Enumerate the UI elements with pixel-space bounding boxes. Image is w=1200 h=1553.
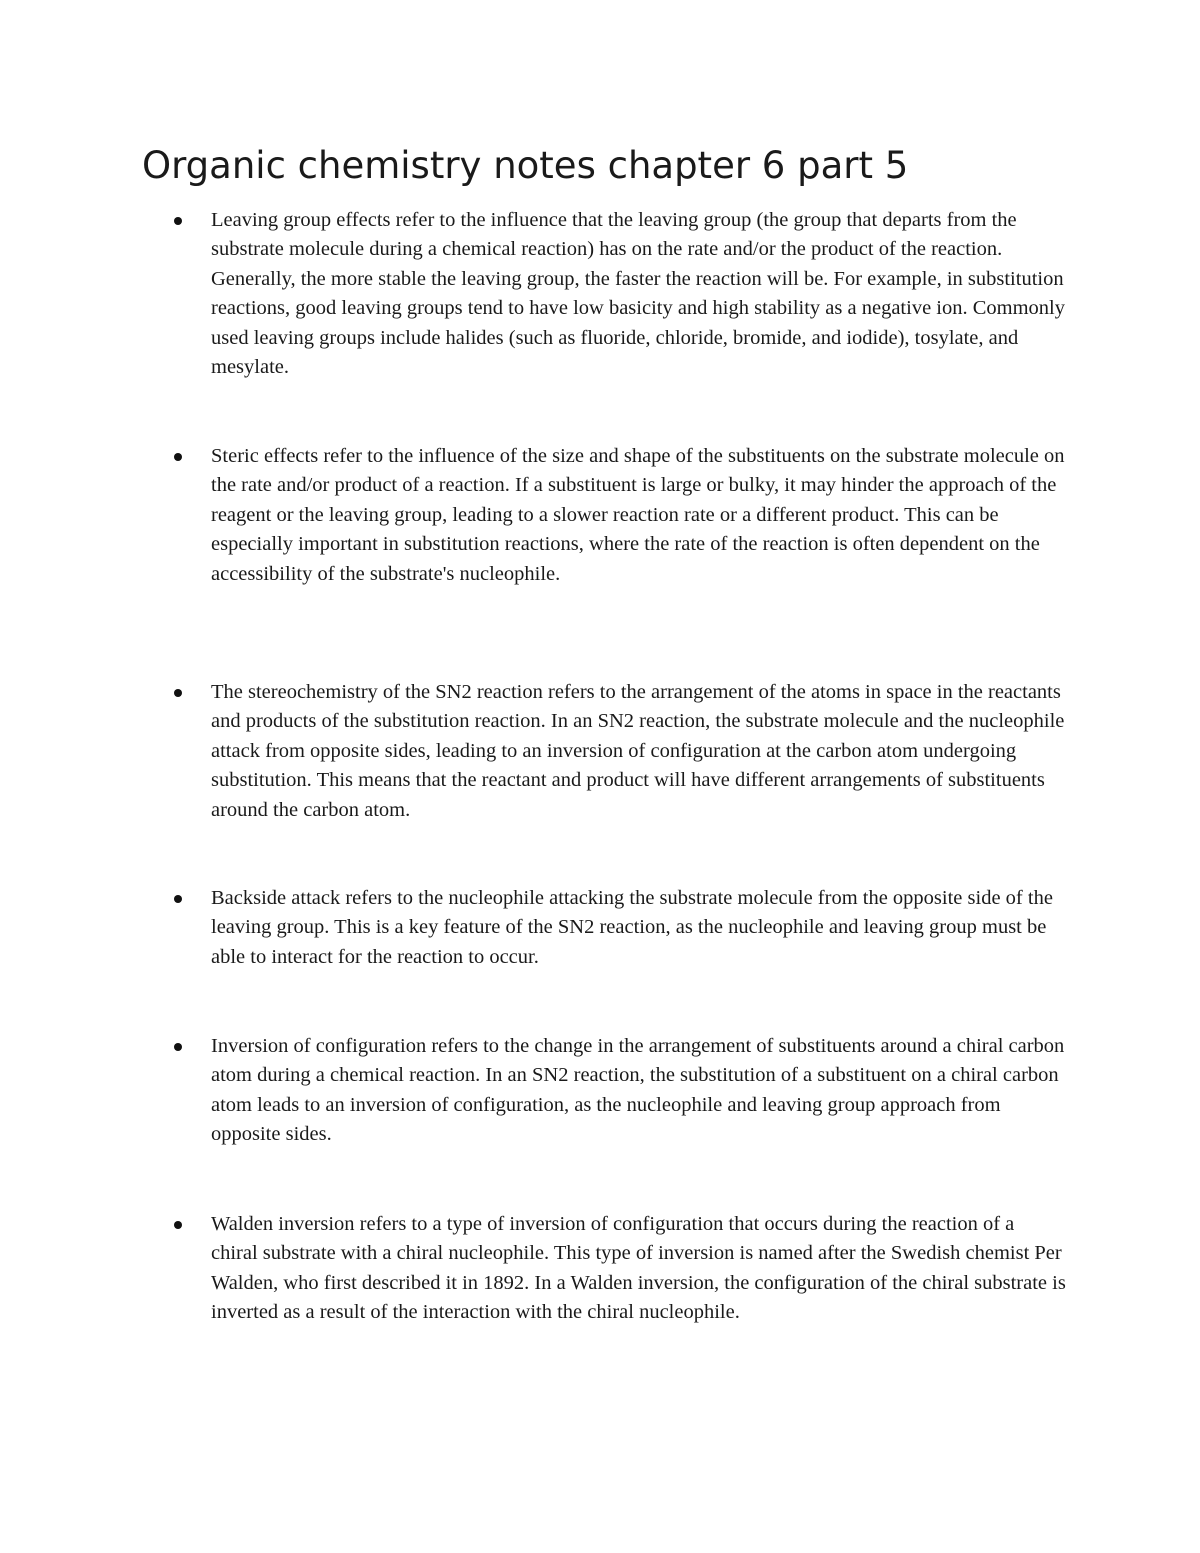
list-item [211,1032,1066,1150]
list-item-text: Leaving group effects refer to the influence that the leaving group (the group that departs from the substrate molecule during a chemical reaction) has on the rate and/or the product of the reaction. Generally, the more stable the leaving group, the faster the reaction will be. For example, in substitution reactions, good leaving groups tend to have low basicity and high stability as a negative ion. Commonly used leaving groups include halides (such as fluoride, chloride, bromide, and iodide), tosylate, and mesylate. [211,209,1066,379]
list-item-text: Backside attack refers to the nucleophile attacking the substrate molecule from the opposite side of the leaving group. This is a key feature of the SN2 reaction, as the nucleophile and leaving group must be able to interact for the reaction to occur. [211,887,1053,968]
list-item [211,206,1066,382]
bullet-icon [174,217,182,225]
bullet-icon [174,895,182,903]
list-item-text: The stereochemistry of the SN2 reaction refers to the arrangement of the atoms in space in the reactants and products of the substitution reaction. In an SN2 reaction, the substrate molecule and the nucleophile attack from opposite sides, leading to an inversion of configuration at the carbon atom undergoing substitution. This means that the reactant and product will have different arrangements of substituents around the carbon atom. [211,681,1065,821]
list-item [211,884,1066,972]
list-item [211,1210,1066,1328]
bullet-icon [174,1043,182,1051]
list-item [211,442,1066,589]
list-item-text: Steric effects refer to the influence of the size and shape of the substituents on the substrate molecule on the rate and/or product of a reaction. If a substituent is large or bulky, it may hinder the approach of the reagent or the leaving group, leading to a slower reaction rate or a different product. This can be especially important in substitution reactions, where the rate of the reaction is often dependent on the accessibility of the substrate's nucleophile. [211,445,1065,585]
list-item-text: Inversion of configuration refers to the change in the arrangement of substituents around a chiral carbon atom during a chemical reaction. In an SN2 reaction, the substitution of a substituent on a chiral carbon atom leads to an inversion of configuration, as the nucleophile and leaving group approach from opposite sides. [211,1035,1065,1146]
bullet-icon [174,453,182,461]
bullet-icon [174,689,182,697]
list-item-text: Walden inversion refers to a type of inversion of configuration that occurs during the reaction of a chiral substrate with a chiral nucleophile. This type of inversion is named after the Swedish chemist Per Walden, who first described it in 1892. In a Walden inversion, the configuration of the chiral substrate is inverted as a result of the interaction with the chiral nucleophile. [211,1213,1066,1324]
bullet-icon [174,1221,182,1229]
document-title: Organic chemistry notes chapter 6 part 5 [142,144,909,187]
list-item [211,678,1066,825]
